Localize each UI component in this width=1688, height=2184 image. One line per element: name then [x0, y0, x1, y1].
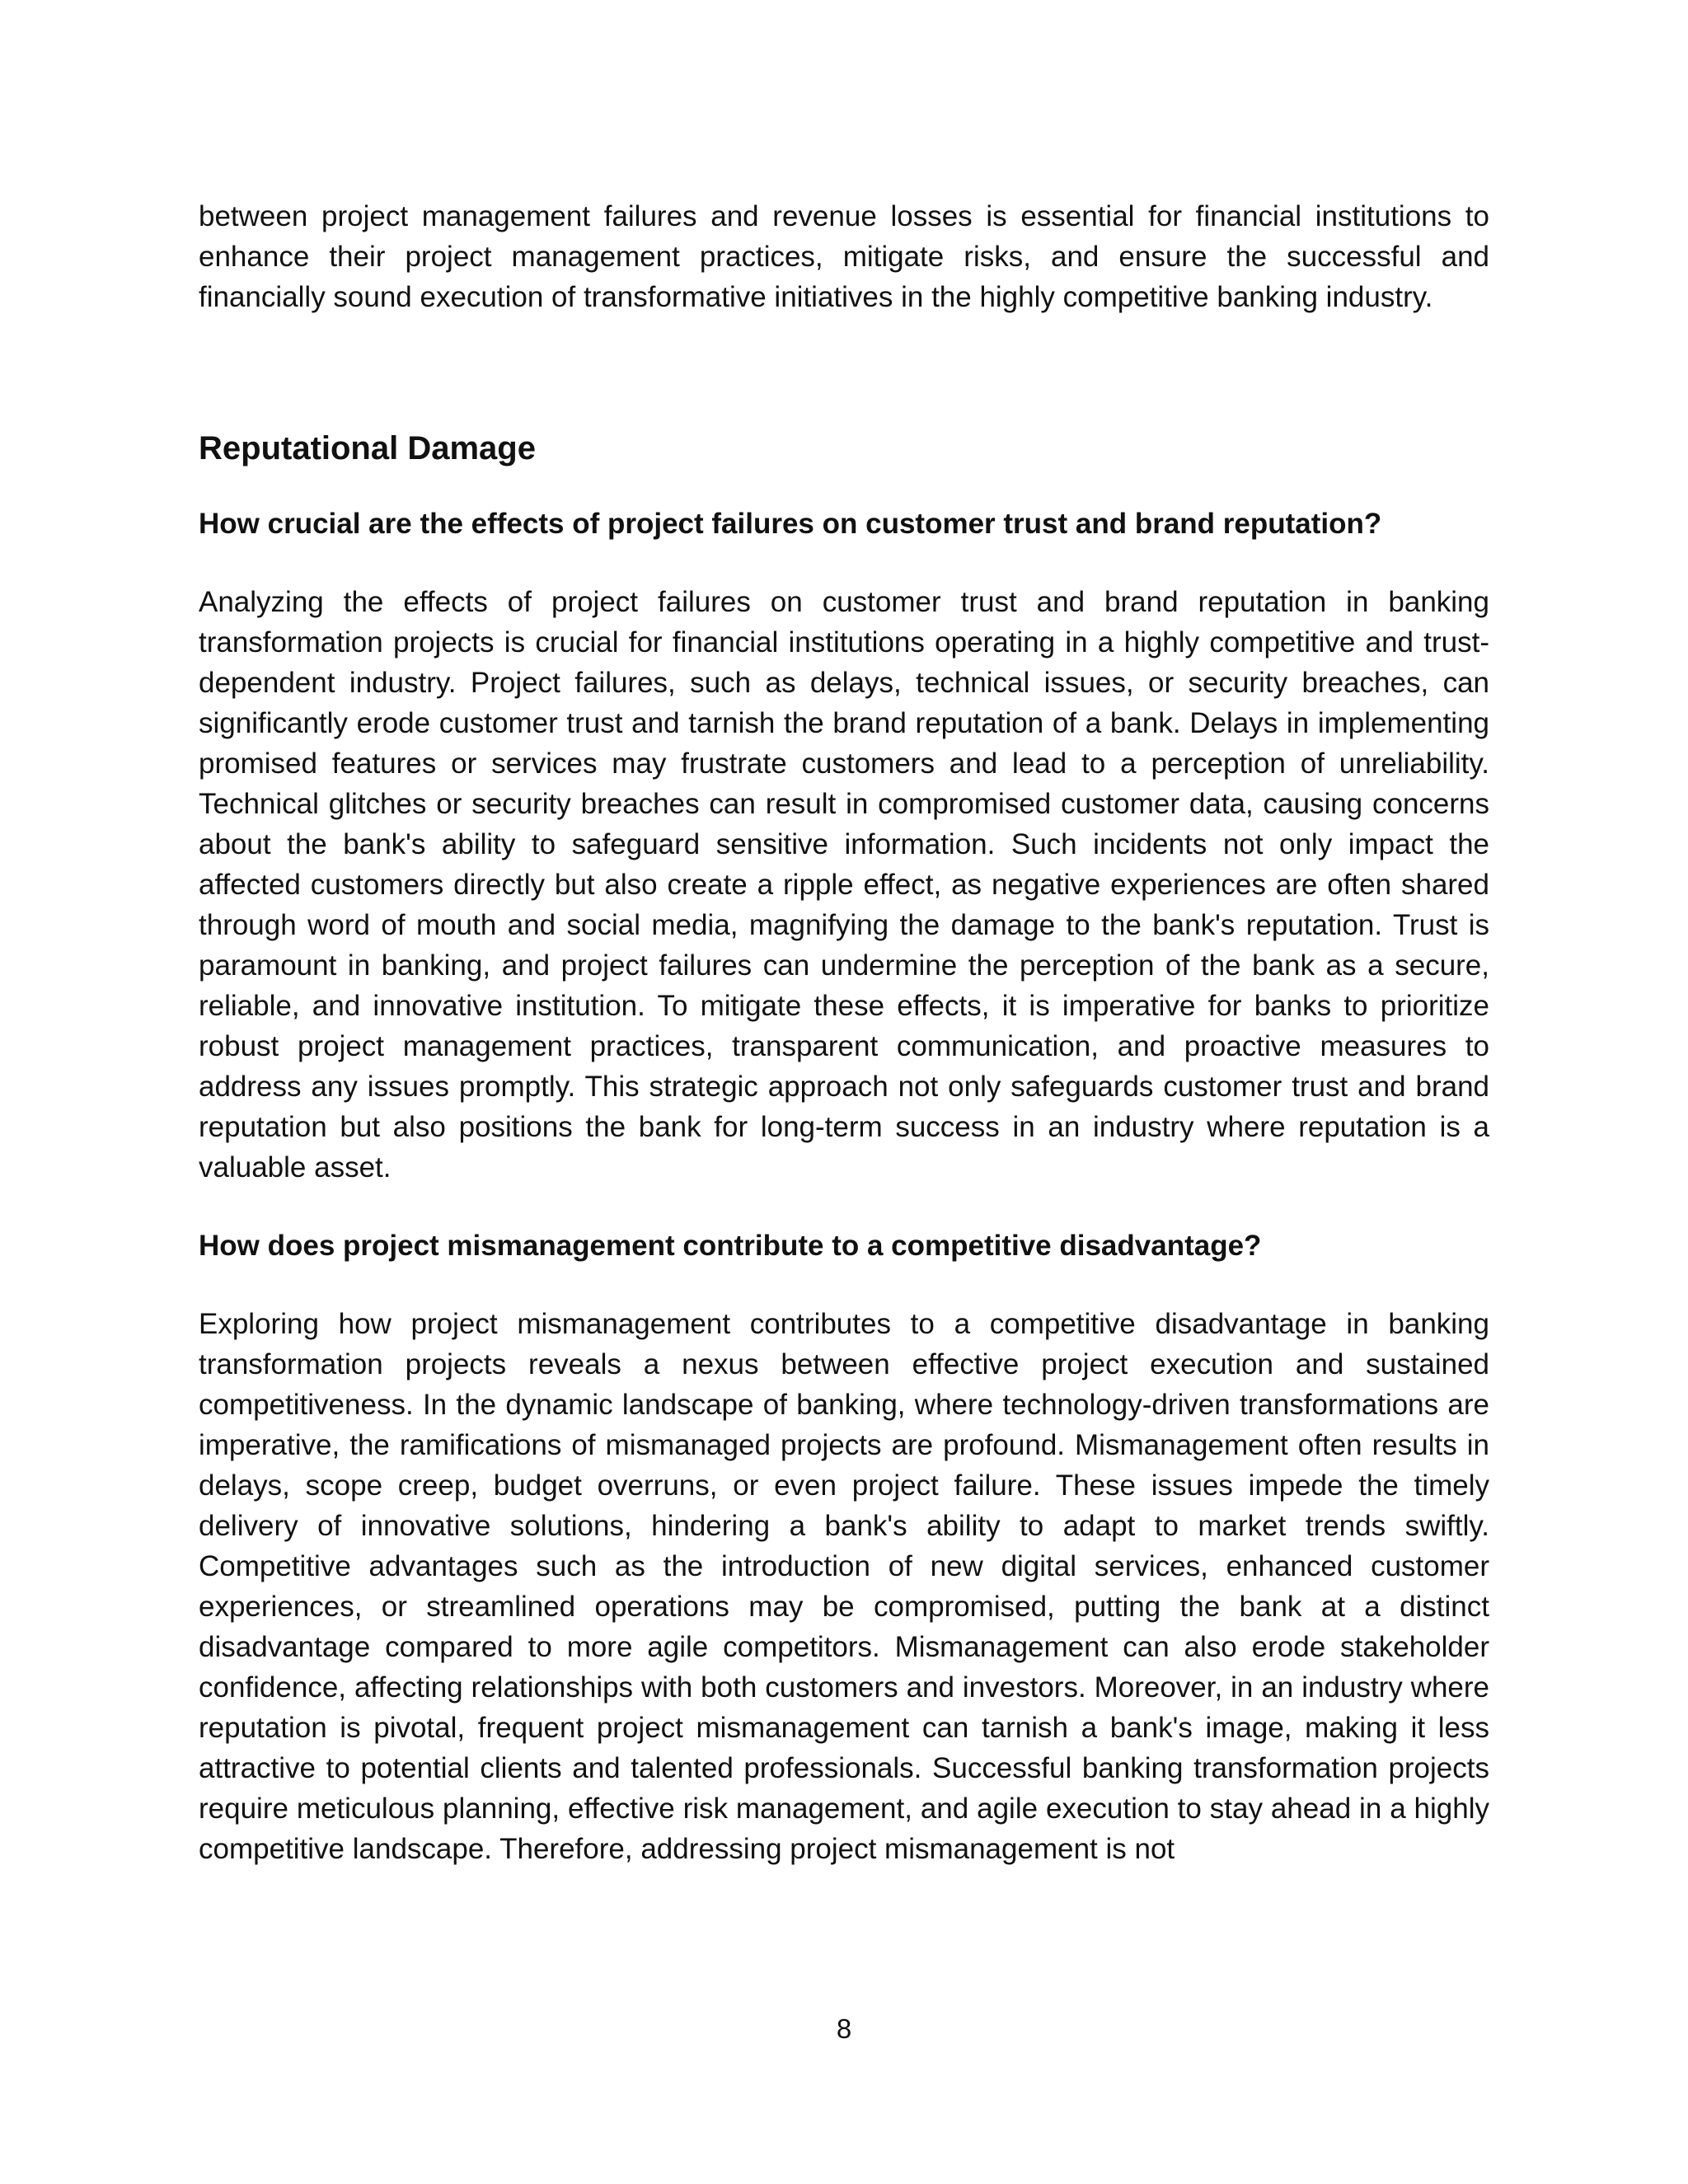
- body-paragraph-1: Analyzing the effects of project failures on customer trust and brand reputation in banking transformation projects is crucial for financial institutions operating in a highly competitive and trust-dependent industry. Project failures, such as delays, technical issues, or security breaches, can significantly erode customer trust and tarnish the brand reputation of a bank. Delays in implementing promised features or services may frustrate customers and lead to a perception of unreliability. Technical glitches or security breaches can result in compromised customer data, causing concerns about the bank's ability to safeguard sensitive information. Such incidents not only impact the affected customers directly but also create a ripple effect, as negative experiences are often shared through word of mouth and social media, magnifying the damage to the bank's reputation. Trust is paramount in banking, and project failures can undermine the perception of the bank as a secure, reliable, and innovative institution. To mitigate these effects, it is imperative for banks to prioritize robust project management practices, transparent communication, and proactive measures to address any issues promptly. This strategic approach not only safeguards customer trust and brand reputation but also positions the bank for long-term success in an industry where reputation is a valuable asset.: [199, 586, 1489, 1183]
- page-number: 8: [836, 2013, 852, 2044]
- body-paragraph-2: Exploring how project mismanagement contributes to a competitive disadvantage in banking transformation projects reveals a nexus between effective project execution and sustained competitiveness. In the dynamic landscape of banking, where technology-driven transformations are imperative, the ramifications of mismanaged projects are profound. Mismanagement often results in delays, scope creep, budget overruns, or even project failure. These issues impede the timely delivery of innovative solutions, hindering a bank's ability to adapt to market trends swiftly. Competitive advantages such as the introduction of new digital services, enhanced customer experiences, or streamlined operations may be compromised, putting the bank at a distinct disadvantage compared to more agile competitors. Mismanagement can also erode stakeholder confidence, affecting relationships with both customers and investors. Moreover, in an industry where reputation is pivotal, frequent project mismanagement can tarnish a bank's image, making it less attractive to potential clients and talented professionals. Successful banking transformation projects require meticulous planning, effective risk management, and agile execution to stay ahead in a highly competitive landscape. Therefore, addressing project mismanagement is not: [199, 1308, 1489, 1865]
- question-heading-2: How does project mismanagement contribute to a competitive disadvantage?: [199, 1230, 1262, 1262]
- page-content: [199, 196, 1489, 1869]
- question-heading-1: How crucial are the effects of project failures on customer trust and brand reputation?: [199, 508, 1382, 540]
- intro-paragraph: between project management failures and revenue losses is essential for financial institutions to enhance their project management practices, mitigate risks, and ensure the successful and financially sound execution of transformative initiatives in the highly competitive banking industry.: [199, 200, 1489, 313]
- section-heading: Reputational Damage: [199, 430, 536, 466]
